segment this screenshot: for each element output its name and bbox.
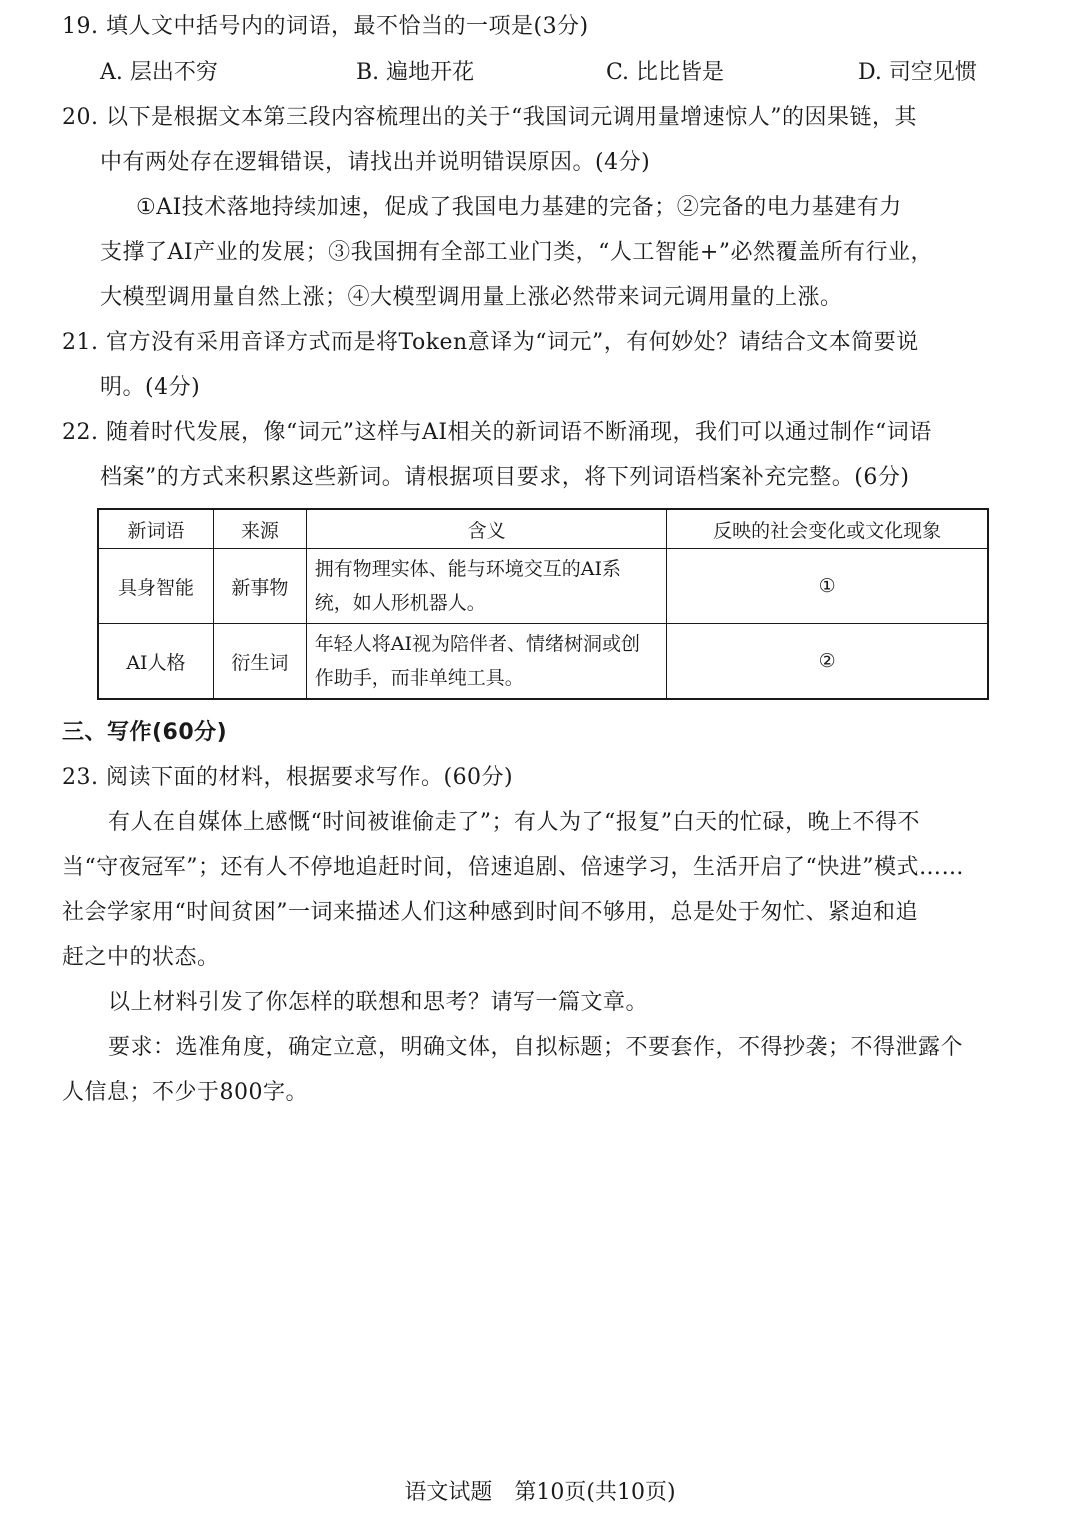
q19-stem: 19. 填人文中括号内的词语，最不恰当的一项是(3分): [62, 14, 589, 39]
table-header-row: [98, 509, 988, 549]
cell-source: 衍生词: [213, 624, 306, 700]
q22-line-1: 22. 随着时代发展，像“词元”这样与AI相关的新词语不断涌现，我们可以通过制作“词语: [62, 420, 932, 445]
table-row: [98, 549, 988, 624]
word-archive-table: [97, 508, 989, 700]
q21-line-1: 21. 官方没有采用音译方式而是将Token意译为“词元”，有何妙处？请结合文本简要说: [62, 330, 919, 355]
cell-source: 新事物: [213, 549, 306, 624]
cell-word: 具身智能: [98, 549, 213, 624]
q23-material-3: 社会学家用“时间贫困”一词来描述人们这种感到时间不够用，总是处于匆忙、紧迫和追: [62, 900, 918, 925]
q21-line-2: 明。(4分): [100, 375, 201, 400]
q23-stem: 23. 阅读下面的材料，根据要求写作。(60分): [62, 765, 514, 790]
q23-requirement-1: 要求：选准角度，确定立意，明确文体，自拟标题；不要套作，不得抄袭；不得泄露个: [108, 1035, 964, 1060]
cell-word: AI人格: [98, 624, 213, 700]
q20-chain-2: 支撑了AI产业的发展；③我国拥有全部工业门类，“人工智能+”必然覆盖所有行业，: [100, 240, 934, 265]
cell-reflection-blank: ①: [667, 549, 988, 624]
q20-line-2: 中有两处存在逻辑错误，请找出并说明错误原因。(4分): [100, 150, 651, 175]
q23-requirement-2: 人信息；不少于800字。: [62, 1080, 308, 1105]
q19-option-d: D. 司空见惯: [858, 60, 977, 85]
cell-reflection-blank: ②: [667, 624, 988, 700]
header-source: 来源: [213, 509, 306, 549]
q19-option-a: A. 层出不穷: [100, 60, 218, 85]
q20-chain-1: ①AI技术落地持续加速，促成了我国电力基建的完备；②完备的电力基建有力: [136, 195, 902, 220]
header-new-word: 新词语: [98, 509, 213, 549]
header-meaning: 含义: [306, 509, 667, 549]
page-footer: 语文试题 第10页(共10页): [404, 1480, 676, 1505]
q20-line-1: 20. 以下是根据文本第三段内容梳理出的关于“我国词元调用量增速惊人”的因果链，其: [62, 105, 917, 130]
cell-meaning: 年轻人将AI视为陪伴者、情绪树洞或创作助手，而非单纯工具。: [306, 624, 667, 700]
q20-chain-3: 大模型调用量自然上涨；④大模型调用量上涨必然带来词元调用量的上涨。: [100, 285, 843, 310]
q19-option-b: B. 遍地开花: [356, 60, 475, 85]
cell-meaning: 拥有物理实体、能与环境交互的AI系统，如人形机器人。: [306, 549, 667, 624]
q23-material-4: 赶之中的状态。: [62, 945, 220, 970]
q19-option-c: C. 比比皆是: [606, 60, 725, 85]
table-row: [98, 624, 988, 700]
q23-prompt: 以上材料引发了你怎样的联想和思考？请写一篇文章。: [108, 990, 649, 1015]
q23-material-1: 有人在自媒体上感慨“时间被谁偷走了”；有人为了“报复”白天的忙碌，晚上不得不: [108, 810, 920, 835]
q22-line-2: 档案”的方式来积累这些新词。请根据项目要求，将下列词语档案补充完整。(6分): [100, 465, 910, 490]
section-writing-title: 三、写作(60分): [62, 720, 228, 745]
q23-material-2: 当“守夜冠军”；还有人不停地追赶时间，倍速追剧、倍速学习，生活开启了“快进”模式……: [62, 855, 964, 880]
header-reflection: 反映的社会变化或文化现象: [667, 509, 988, 549]
